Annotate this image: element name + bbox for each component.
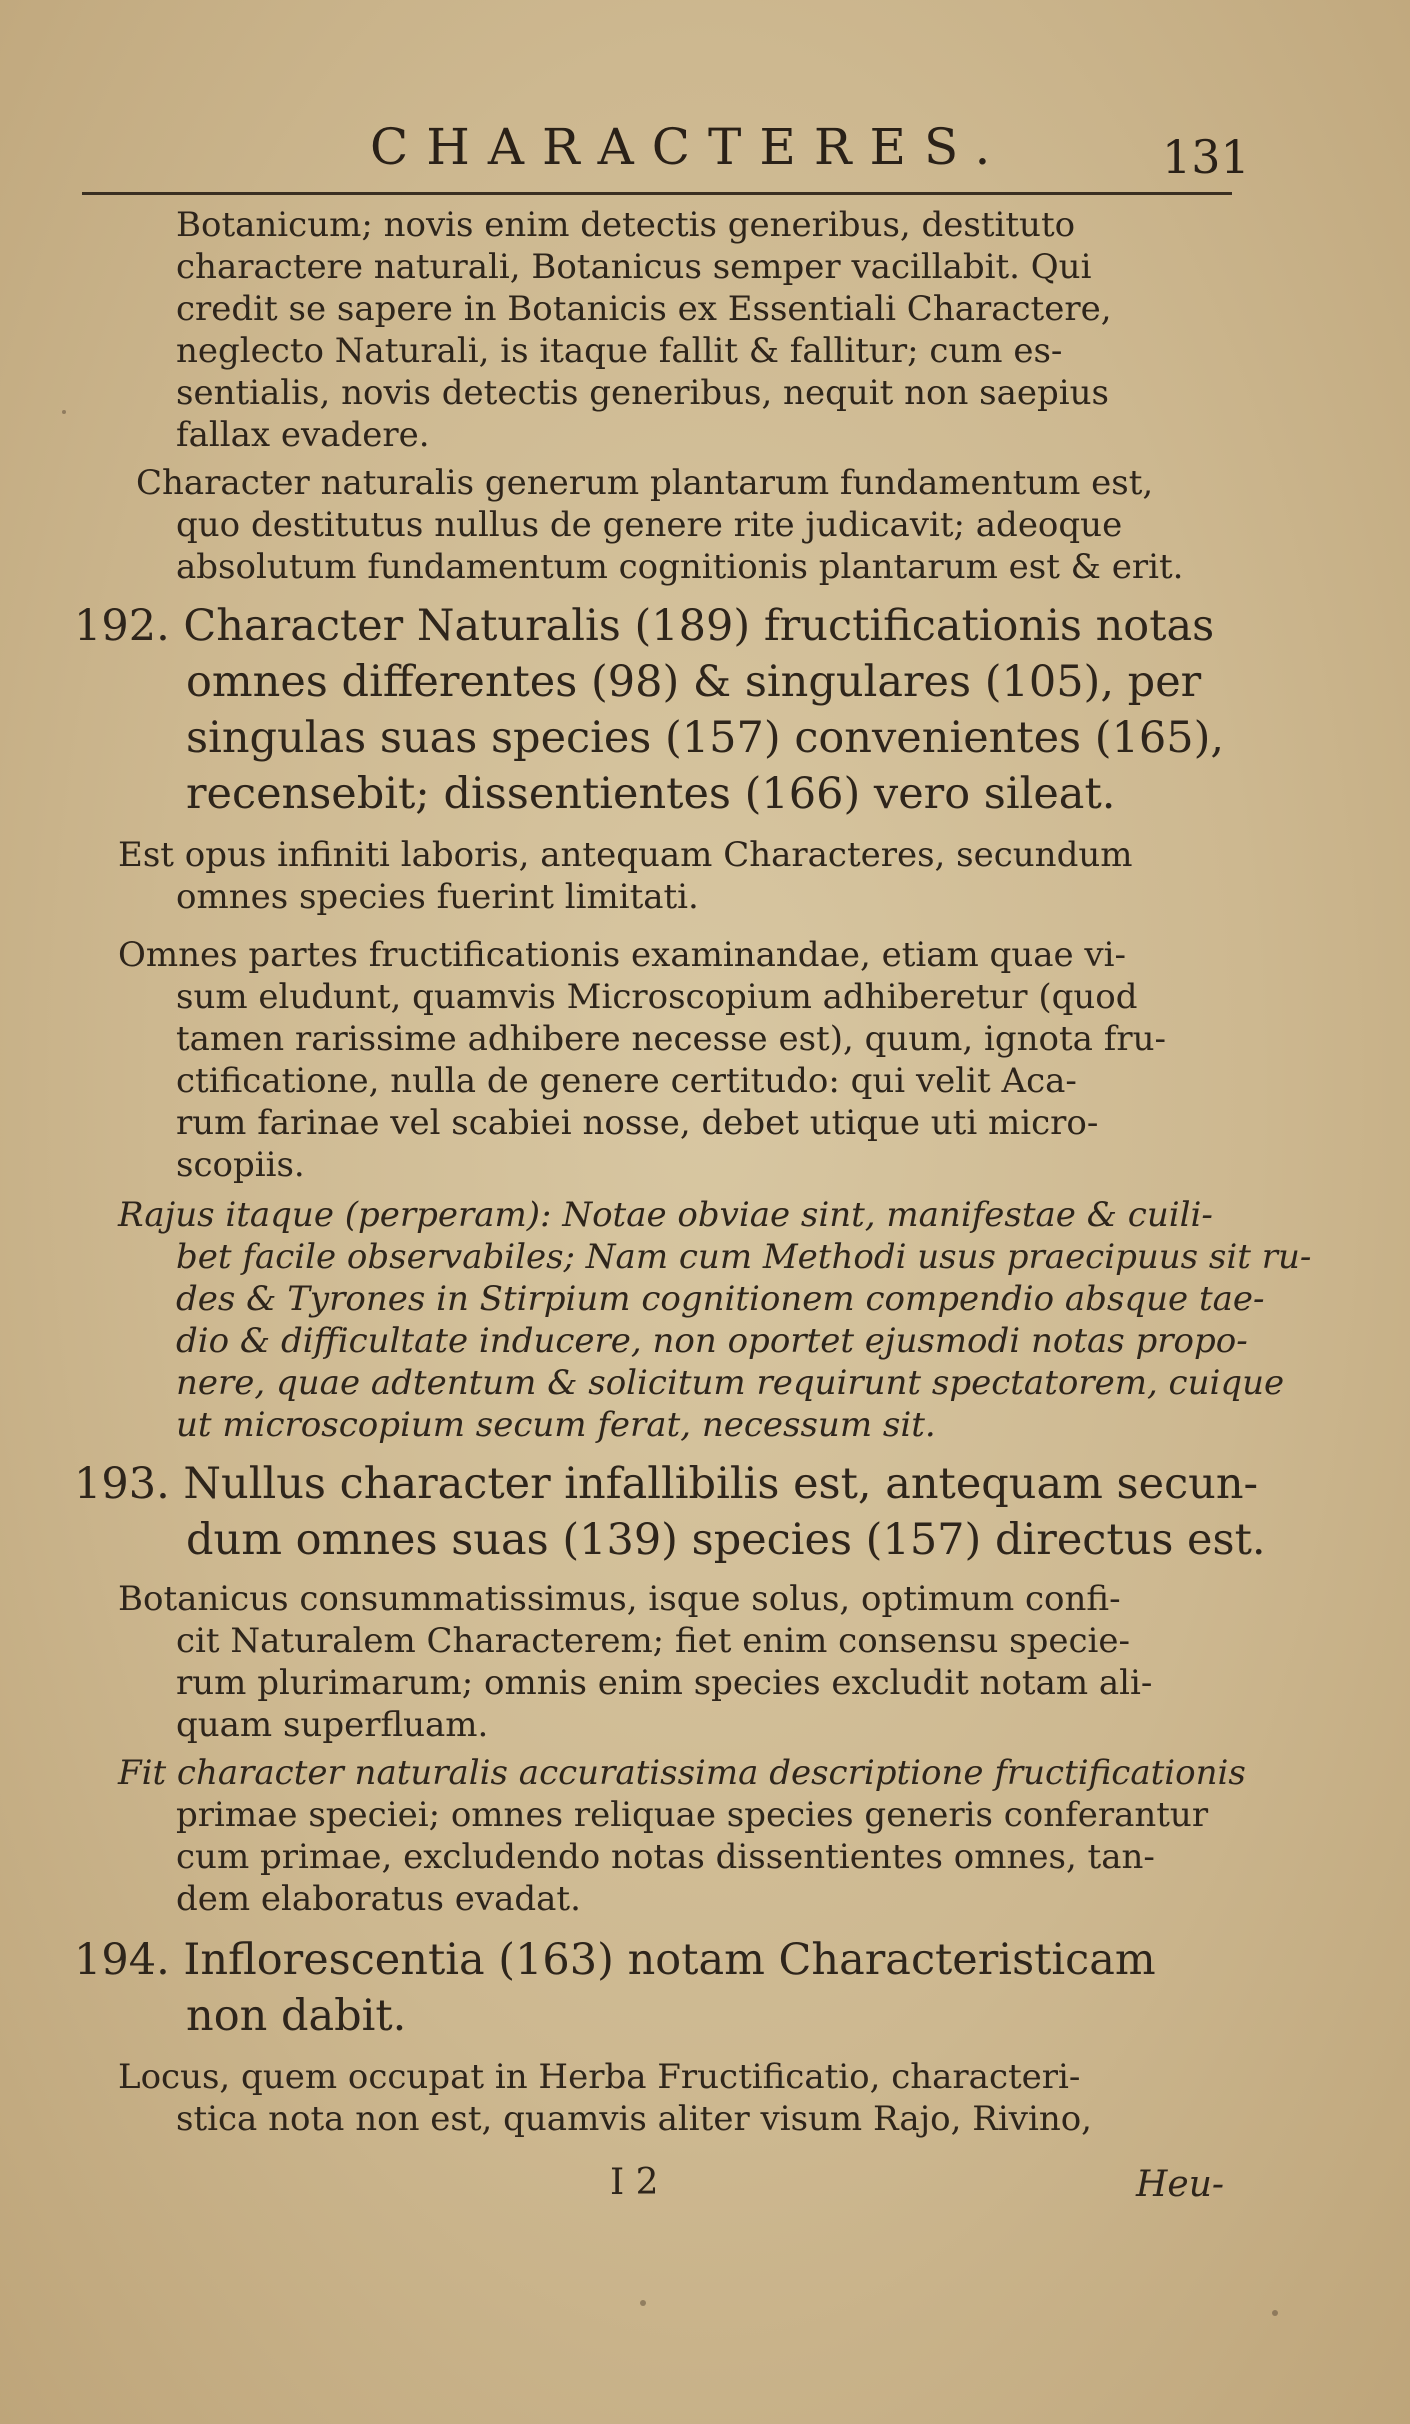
quote-line: ut microscopium secum ferat, necessum sit. (176, 1405, 936, 1445)
text-line: charactere naturali, Botanicus semper vacillabit. Qui (176, 247, 1092, 287)
text-line: quo destitutus nullus de genere rite judicavit; adeoque (176, 505, 1123, 545)
section-heading-192: 192. Character Naturalis (189) fructificationis notas (74, 601, 1215, 651)
text-line: Locus, quem occupat in Herba Fructificatio, characteri- (118, 2057, 1081, 2097)
text-line: fallax evadere. (176, 415, 430, 455)
text-line: neglecto Naturali, is itaque fallit & fallitur; cum es- (176, 331, 1063, 371)
paper-speck (1272, 2310, 1278, 2316)
text-line: Botanicum; novis enim detectis generibus, destituto (176, 205, 1076, 245)
text-line: absolutum fundamentum cognitionis plantarum est & erit. (176, 547, 1184, 587)
text-line: rum farinae vel scabiei nosse, debet utique uti micro- (176, 1103, 1099, 1143)
text-line: Character naturalis generum plantarum fundamentum est, (136, 463, 1154, 503)
quote-line: nere, quae adtentum & solicitum requirunt spectatorem, cuique (176, 1363, 1285, 1403)
text-line: sentialis, novis detectis generibus, nequit non saepius (176, 373, 1109, 413)
text-line: sum eludunt, quamvis Microscopium adhiberetur (quod (176, 977, 1138, 1017)
signature-mark: I 2 (610, 2162, 659, 2203)
text-line: singulas suas species (157) convenientes (165), (186, 713, 1225, 763)
quote-line: dio & difficultate inducere, non oportet ejusmodi notas propo- (176, 1321, 1248, 1361)
text-line: cit Naturalem Characterem; fiet enim consensu specie- (176, 1621, 1131, 1661)
text-line: non dabit. (186, 1991, 407, 2041)
text-line: credit se sapere in Botanicis ex Essentiali Charactere, (176, 289, 1112, 329)
catchword: Heu- (1136, 2164, 1225, 2205)
quote-line: Fit character naturalis accuratissima descriptione fructificationis (118, 1753, 1246, 1793)
text-line: cum primae, excludendo notas dissentientes omnes, tan- (176, 1837, 1155, 1877)
text-line: rum plurimarum; omnis enim species excludit notam ali- (176, 1663, 1153, 1703)
page-number: 131 (1162, 130, 1250, 184)
text-line: quam superfluam. (176, 1705, 489, 1745)
text-line: omnes species fuerint limitati. (176, 877, 699, 917)
quote-line: bet facile observabiles; Nam cum Methodi usus praecipuus sit ru- (176, 1237, 1312, 1277)
running-head: CHARACTERES. (370, 118, 1009, 176)
text-line: dem elaboratus evadat. (176, 1879, 581, 1919)
text-line: Est opus infiniti laboris, antequam Characteres, secundum (118, 835, 1133, 875)
text-line: omnes differentes (98) & singulares (105), per (186, 657, 1202, 707)
text-line: Botanicus consummatissimus, isque solus, optimum confi- (118, 1579, 1121, 1619)
section-heading-193: 193. Nullus character infallibilis est, antequam secun- (74, 1459, 1259, 1509)
text-line: dum omnes suas (139) species (157) directus est. (186, 1515, 1266, 1565)
quote-line: Rajus itaque (perperam): Notae obviae sint, manifestae & cuili- (118, 1195, 1213, 1235)
text-line: Omnes partes fructificationis examinandae, etiam quae vi- (118, 935, 1126, 975)
header-rule (82, 192, 1232, 195)
paper-speck (62, 410, 66, 414)
text-line: primae speciei; omnes reliquae species generis conferantur (176, 1795, 1209, 1835)
section-heading-194: 194. Inflorescentia (163) notam Characteristicam (74, 1935, 1156, 1985)
paper-speck (640, 2300, 646, 2306)
text-line: scopiis. (176, 1145, 305, 1185)
text-line: recensebit; dissentientes (166) vero sileat. (186, 769, 1116, 819)
text-line: tamen rarissime adhibere necesse est), quum, ignota fru- (176, 1019, 1166, 1059)
text-line: stica nota non est, quamvis aliter visum Rajo, Rivino, (176, 2099, 1092, 2139)
quote-line: des & Tyrones in Stirpium cognitionem compendio absque tae- (176, 1279, 1265, 1319)
text-line: ctificatione, nulla de genere certitudo: qui velit Aca- (176, 1061, 1077, 1101)
